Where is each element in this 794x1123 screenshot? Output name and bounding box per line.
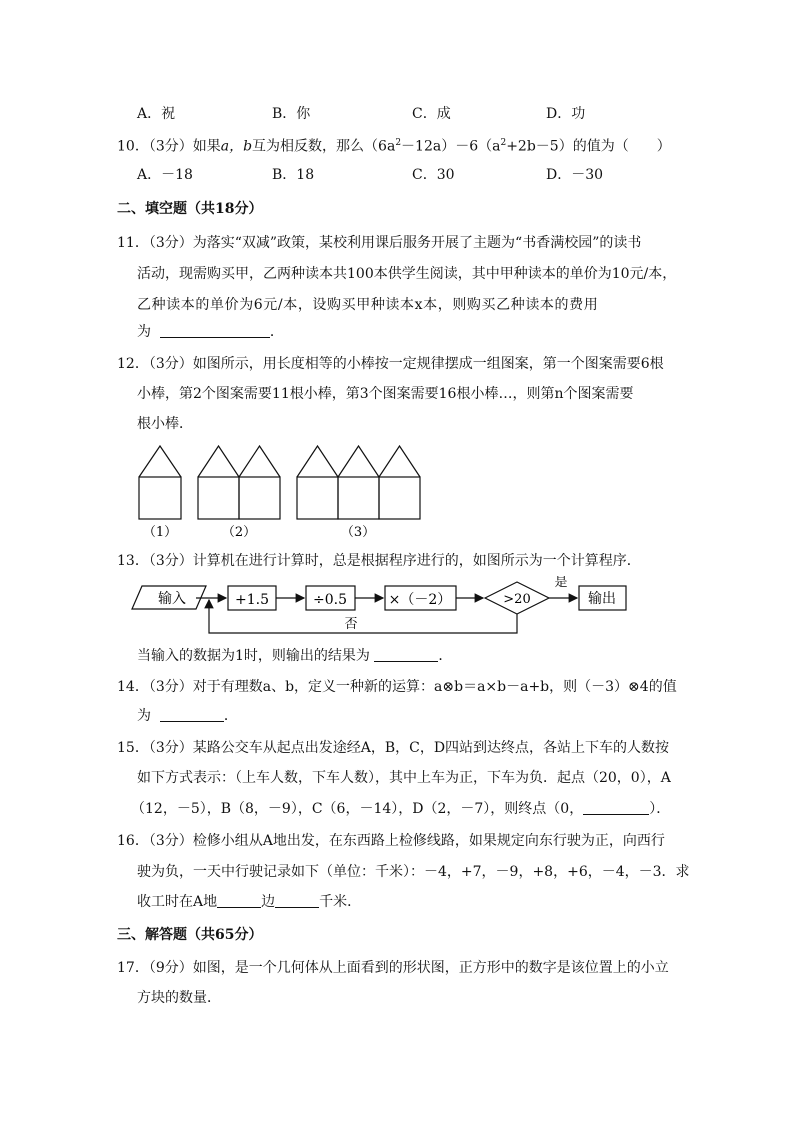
q10-option-a: A．－18 bbox=[137, 167, 193, 183]
q12-line-2: 小棒，第2个图案需要11根小棒，第3个图案需要16根小棒…，则第n个图案需要 bbox=[137, 386, 634, 402]
q13-after: 当输入的数据为1时，则输出的结果为 ． bbox=[137, 648, 453, 664]
q9-option-a: A．祝 bbox=[137, 106, 176, 122]
pattern-3-label: （3） bbox=[340, 525, 376, 540]
q16-direction-blank[interactable] bbox=[217, 893, 261, 908]
q16-line-1: 16．（3分）检修小组从A地出发，在东西路上检修线路，如果规定向东行驶为正，向西行 bbox=[117, 833, 665, 849]
pattern-3 bbox=[297, 446, 420, 519]
q11-line-2: 活动，现需购买甲，乙两种读本共100本供学生阅读，其中甲种读本的单价为10元/本， bbox=[137, 266, 677, 282]
q12-stick-pattern-figure bbox=[130, 442, 430, 542]
q13-stem: 13．（3分）计算机在进行计算时，总是根据程序进行的，如图所示为一个计算程序． bbox=[117, 553, 641, 569]
q10-stem: 10．（3分）如果a，b互为相反数，那么$(6a^2-12a)-6(a^2+2b-5)$的值为（ ） bbox=[117, 138, 671, 155]
q14-line-1: 14．（3分）对于有理数a、b，定义一种新的运算：a⊗b＝a×b－a+b，则（－3）⊗4的值 bbox=[117, 679, 677, 695]
q14-answer-blank[interactable] bbox=[160, 707, 224, 722]
flow-step3-label: ×（－2） bbox=[388, 592, 452, 608]
q17-line-2: 方块的数量． bbox=[137, 990, 221, 1006]
q11-line-1: 11．（3分）为落实“双减”政策，某校利用课后服务开展了主题为“书香满校园”的读书 bbox=[117, 235, 642, 251]
flow-output-label: 输出 bbox=[588, 591, 616, 607]
q17-line-1: 17．（9分）如图，是一个几何体从上面看到的形状图，正方形中的数字是该位置上的小立 bbox=[117, 960, 669, 976]
q12-line-1: 12．（3分）如图所示，用长度相等的小棒按一定规律摆成一组图案，第一个图案需要6根 bbox=[117, 356, 664, 372]
q16-line-3: 收工时在A地 边 千米． bbox=[137, 894, 362, 910]
q9-option-c: C．成 bbox=[412, 106, 451, 122]
q15-answer-blank[interactable] bbox=[583, 800, 649, 815]
section-title-answer: 三、解答题（共65分） bbox=[117, 927, 263, 943]
q16-distance-blank[interactable] bbox=[275, 893, 319, 908]
flow-step2-label: ÷0.5 bbox=[313, 592, 347, 608]
q11-line-4: 为 ． bbox=[137, 324, 284, 340]
q10-option-b: B．18 bbox=[272, 167, 315, 183]
q9-option-d: D．功 bbox=[546, 106, 586, 122]
pattern-1-label: （1） bbox=[142, 525, 178, 540]
q11-line-3: 乙种读本的单价为6元/本，设购买甲种读本x本，则购买乙种读本的费用 bbox=[137, 297, 599, 313]
flow-no-label: 否 bbox=[344, 617, 358, 632]
pattern-2-label: （2） bbox=[221, 525, 257, 540]
pattern-2 bbox=[198, 446, 280, 519]
flow-condition-label: >20 bbox=[503, 592, 531, 607]
section-title-fill-in: 二、填空题（共18分） bbox=[117, 201, 263, 217]
q15-line-3: （12，－5），B（8，－9），C（6，－14），D（2，－7），则终点（0， ）． bbox=[131, 801, 671, 817]
q14-line-2: 为 ． bbox=[137, 708, 238, 724]
q9-option-b: B．你 bbox=[272, 106, 311, 122]
flow-step1-label: +1.5 bbox=[235, 592, 269, 608]
flow-input-label: 输入 bbox=[158, 591, 186, 607]
flow-yes-label: 是 bbox=[554, 576, 568, 590]
q10-option-d: D．－30 bbox=[546, 167, 604, 183]
q16-line-2: 驶为负，一天中行驶记录如下（单位：千米）：－4，+7，－9，+8，+6，－4，－3．求 bbox=[137, 864, 690, 880]
q12-line-3: 根小棒． bbox=[137, 416, 193, 432]
q15-line-2: 如下方式表示：（上车人数，下车人数），其中上车为正，下车为负．起点（20，0），A bbox=[137, 770, 671, 786]
pattern-1 bbox=[139, 446, 181, 519]
q10-option-c: C．30 bbox=[412, 167, 455, 183]
q13-flowchart bbox=[130, 576, 640, 638]
q13-answer-blank[interactable] bbox=[374, 647, 438, 662]
q11-answer-blank[interactable] bbox=[160, 323, 270, 338]
q15-line-1: 15．（3分）某路公交车从起点出发途经A，B，C，D四站到达终点，各站上下车的人数按 bbox=[117, 740, 670, 756]
